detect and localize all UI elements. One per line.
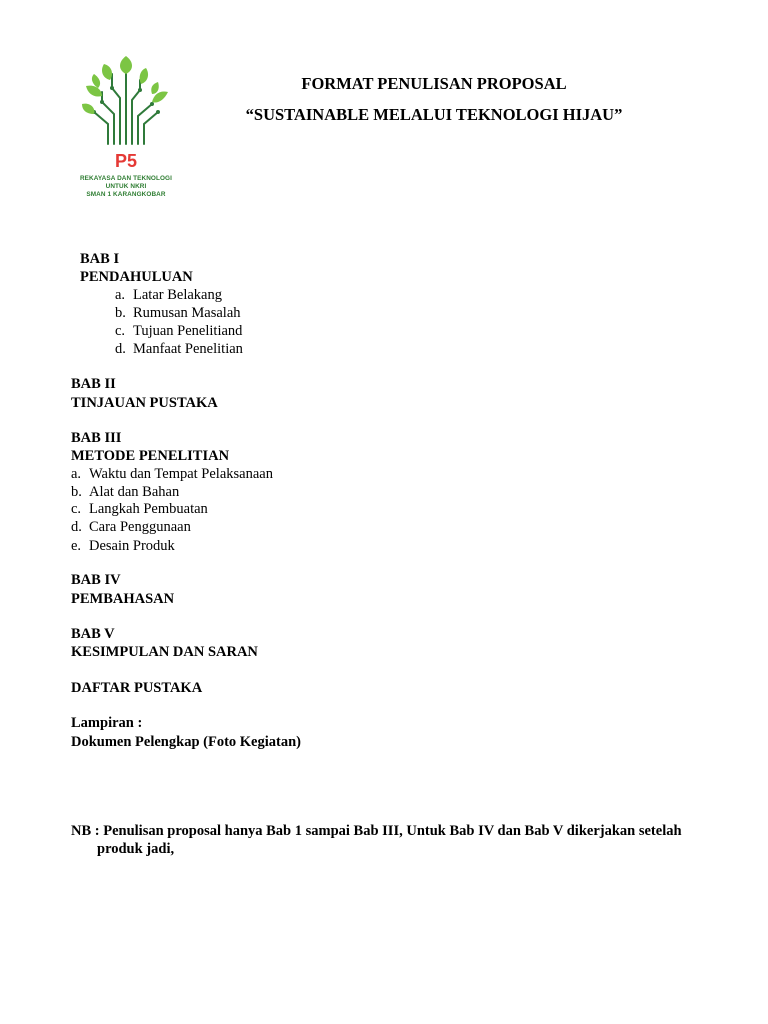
note-line-2: produk jadi, [97, 841, 175, 857]
document-subtitle: “SUSTAINABLE MELALUI TEKNOLOGI HIJAU” [245, 105, 623, 124]
lampiran-text: Dokumen Pelengkap (Foto Kegiatan) [71, 734, 301, 750]
note-line-1: NB : Penulisan proposal hanya Bab 1 sampai Bab III, Untuk Bab IV dan Bab V dikerjakan setelah [71, 823, 682, 839]
list-item: b. Rumusan Masalah [115, 305, 241, 321]
lampiran-label: Lampiran : [71, 715, 143, 731]
list-item: d. Cara Penggunaan [71, 519, 191, 535]
logo-line-3: SMAN 1 KARANGKOBAR [86, 191, 166, 198]
tree-circuit-icon [64, 52, 188, 152]
logo-line-1: REKAYASA DAN TEKNOLOGI [79, 175, 173, 182]
bab4-name: PEMBAHASAN [71, 591, 175, 607]
bab1-number: BAB I [80, 251, 120, 267]
list-item: e. Desain Produk [71, 538, 175, 554]
bab1-name: PENDAHULUAN [80, 269, 193, 285]
logo-line-2: UNTUK NKRI [105, 183, 147, 190]
list-item: c. Tujuan Penelitiand [115, 323, 243, 339]
bab3-name: METODE PENELITIAN [71, 448, 230, 464]
bab3-number: BAB III [71, 430, 122, 446]
document-title: FORMAT PENULISAN PROPOSAL [301, 74, 567, 93]
bab5-number: BAB V [71, 626, 115, 642]
bab2-name: TINJAUAN PUSTAKA [71, 395, 218, 411]
p5-logo [64, 52, 188, 204]
list-item: b. Alat dan Bahan [71, 484, 180, 500]
list-item: d. Manfaat Penelitian [115, 341, 243, 357]
daftar-pustaka-heading: DAFTAR PUSTAKA [71, 680, 203, 696]
bab5-name: KESIMPULAN DAN SARAN [71, 644, 258, 660]
bab2-number: BAB II [71, 376, 116, 392]
logo-badge: P5 [114, 151, 138, 171]
list-item: a. Latar Belakang [115, 287, 222, 303]
list-item: c. Langkah Pembuatan [71, 501, 208, 517]
bab4-number: BAB IV [71, 572, 121, 588]
list-item: a. Waktu dan Tempat Pelaksanaan [71, 466, 273, 482]
